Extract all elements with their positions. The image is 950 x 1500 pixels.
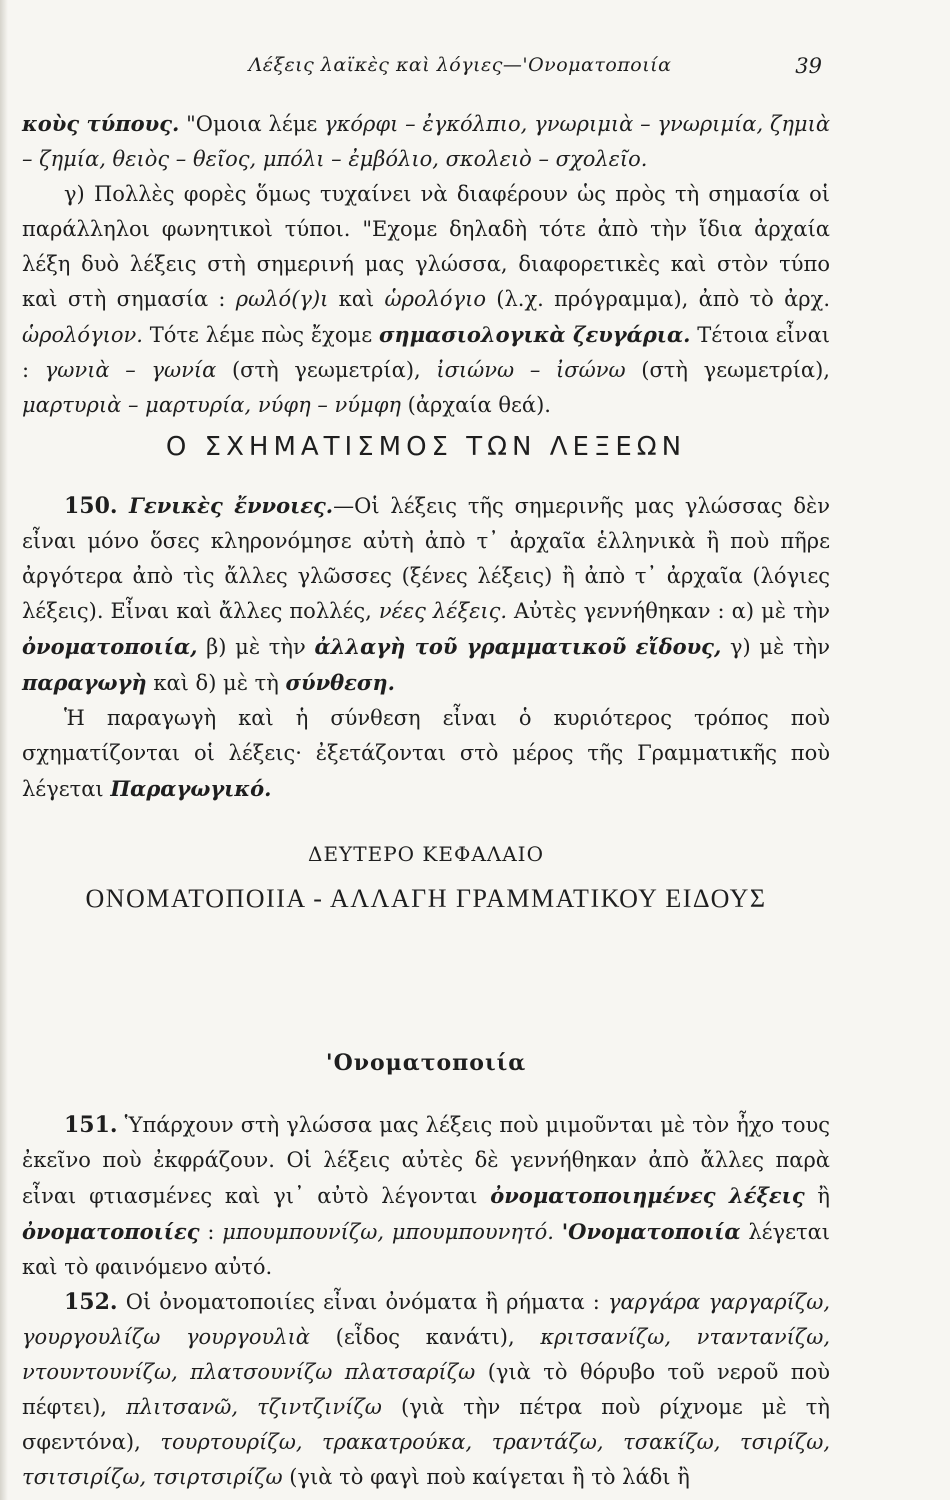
text-run: λέγεται καὶ τὸ φαινόμενο αὐτό. [22, 1220, 830, 1279]
text-run: τουρτουρίζω, τρακατρούκα, τραντάζω, τσακίζω, τσιρίζω, τσιτσιρίζω, τσιρτσιρίζω [22, 1430, 830, 1489]
paragraph-number: 152. [64, 1289, 118, 1315]
sub-heading: 'Ονοματοποιία [325, 1050, 527, 1076]
paragraph-number: 150. [64, 493, 118, 519]
text-run: Αὐτὲς γεννήθηκαν : α) μὲ τὴν [507, 599, 831, 623]
text-run: (γιὰ τὴν πέτρα ποὺ ρίχνομε μὲ τὴ σφεντόνα), [22, 1395, 830, 1454]
text-run: (γιὰ τὸ θόρυβο τοῦ νεροῦ ποὺ πέφτει), [22, 1360, 831, 1419]
running-header [90, 54, 830, 88]
text-run: β) μὲ τὴν [197, 635, 315, 659]
paragraph-151 [22, 1108, 830, 1285]
header-title: Λέξεις λαϊκὲς καὶ λόγιες—'Ονοματοποιία [248, 54, 672, 76]
section-150-block [22, 488, 830, 807]
text-run: νέες λέξεις. [378, 599, 508, 623]
paragraph-gamma [22, 177, 830, 423]
section-heading: Ο ΣΧΗΜΑΤΙΣΜΟΣ ΤΩΝ ΛΕΞΕΩΝ [165, 432, 687, 462]
text-run: (εἶδος κανάτι), [309, 1325, 541, 1349]
section-151-152-block [22, 1108, 830, 1495]
paragraph-number: 151. [64, 1112, 118, 1138]
text-run: ὡρολόγιο [384, 287, 486, 311]
text-run: ὡρολόγιον. [22, 323, 143, 347]
text-run: (στὴ γεωμετρία), [625, 358, 830, 382]
text-run: Ἡ παραγωγὴ καὶ ἡ σύνθεση εἶναι ὁ κυριότερος τρόπος ποὺ σχηματίζονται οἱ λέξεις· ἐξετάζονται στὸ μέρος τῆς Γραμματικῆς ποὺ λέγεται [22, 706, 830, 801]
text-run: —Οἱ λέξεις τῆς σημερινῆς μας γλώσσας δὲν εἶναι μόνο ὅσες κληρονόμησε αὐτὴ ἀπὸ τ᾽ ἀρχαῖα ἑλληνικὰ ἢ ποὺ πῆρε ἀργότερα ἀπὸ τὶς ἄλλες γλῶσσες (ξένες λέξεις) ἢ ἀπὸ τ᾽ ἀρχαῖα (λόγιες λέξεις). Εἶναι καὶ ἄλλες πολλές, [22, 494, 830, 623]
text-run: κοὺς τύπους. [22, 111, 180, 136]
text-run: πλιτσανῶ, τζιντζινίζω [126, 1395, 382, 1419]
text-run: 'Ονοματοποιία [561, 1219, 741, 1244]
text-run: γκόρφι – ἐγκόλπιο, γνωριμιὰ – γνωριμία, ζημιὰ – ζημία, θειὸς – θεῖος, μπόλι – ἐμβόλιο, σκολειὸ – σχολεῖο. [22, 112, 830, 171]
text-run: Οἱ ὀνοματοποιίες εἶναι ὀνόματα ἢ ρήματα : [117, 1290, 608, 1314]
chapter-title: ΟΝΟΜΑΤΟΠΟΙΙΑ - ΑΛΛΑΓΗ ΓΡΑΜΜΑΤΙΚΟΥ ΕΙΔΟΥΣ [85, 884, 767, 913]
text-run: "Ομοια λέμε [179, 112, 325, 136]
paragraph-150 [22, 488, 830, 701]
text-run: ρωλό(γ)ι [235, 287, 329, 311]
text-run: ὀνοματοποιία, [22, 634, 198, 659]
text-run: σύνθεση. [285, 670, 395, 695]
text-run: γωνιὰ – γωνία [44, 358, 217, 382]
text-run: μπουμπουνίζω, μπουμπουνητό. [222, 1220, 554, 1244]
text-run: γ) Πολλὲς φορὲς ὅμως τυχαίνει νὰ διαφέρουν ὡς πρὸς τὴ σημασία οἱ παράλληλοι φωνητικοὶ τύποι. "Εχομε δηλαδὴ τότε ἀπὸ τὴν ἴδια ἀρχαία λέξη δυὸ λέξεις στὴ σημερινή μας γλώσσα, διαφορετικὲς καὶ στὸν τύπο καὶ στὴ σημασία : [22, 182, 830, 311]
text-run: (γιὰ τὸ φαγὶ ποὺ καίγεται ἢ τὸ λάδι ἢ [282, 1465, 690, 1489]
text-run: Γενικὲς ἔννοιες. [117, 493, 334, 518]
text-run: καὶ δ) μὲ τὴ [146, 671, 286, 695]
text-run: ἢ [804, 1184, 830, 1208]
text-run: ἀλλαγὴ τοῦ γραμματικοῦ εἴδους, [314, 634, 722, 659]
text-run: Ὑπάρχουν στὴ γλώσσα μας λέξεις ποὺ μιμοῦνται μὲ τὸν ἦχο τους ἐκεῖνο ποὺ ἐκφράζουν. Οἱ λέξεις αὐτὲς δὲ γεννήθηκαν ἀπὸ ἄλλες παρὰ εἶναι φτιασμένες καὶ γι᾽ αὐτὸ λέγονται [22, 1113, 830, 1208]
paragraph-152 [22, 1285, 830, 1495]
text-run: Παραγωγικό. [110, 776, 272, 801]
text-run: καὶ [328, 287, 385, 311]
chapter-label: ΔΕΥΤΕΡΟ ΚΕΦΑΛΑΙΟ [308, 842, 544, 866]
text-run: γ) μὲ τὴν [721, 635, 831, 659]
text-run: Τέτοια εἶναι : [22, 323, 830, 382]
text-run: ὀνοματοποιίες [22, 1219, 200, 1244]
paragraph-continued [22, 106, 830, 177]
text-run: κριτσανίζω, νταντανίζω, ντουντουνίζω, πλατσουνίζω πλατσαρίζω [22, 1325, 830, 1384]
text-run: (λ.χ. πρόγραμμα), ἀπὸ τὸ ἀρχ. [485, 287, 830, 311]
text-run: : [199, 1220, 223, 1244]
text-run: γαργάρα γαργαρίζω, γουργουλίζω γουργουλιὰ [22, 1290, 830, 1349]
text-run: μαρτυριὰ – μαρτυρία, νύφη – νύμφη [22, 393, 401, 417]
text-run: Τότε λέμε πὼς ἔχομε [142, 323, 379, 347]
text-run: (στὴ γεωμετρία), [216, 358, 437, 382]
text-run: σημασιολογικὰ ζευγάρια. [378, 322, 691, 347]
text-run [554, 1220, 562, 1244]
paragraph-150b [22, 701, 830, 807]
page-number: 39 [795, 54, 822, 78]
continued-text-block [22, 106, 830, 423]
text-run: ἰσιώνω – ἰσώνω [436, 358, 626, 382]
page-edge [0, 0, 8, 1500]
text-run: παραγωγὴ [22, 670, 147, 695]
text-run: ὀνοματοποιημένες λέξεις [490, 1183, 805, 1208]
text-run: (ἀρχαία θεά). [400, 393, 551, 417]
